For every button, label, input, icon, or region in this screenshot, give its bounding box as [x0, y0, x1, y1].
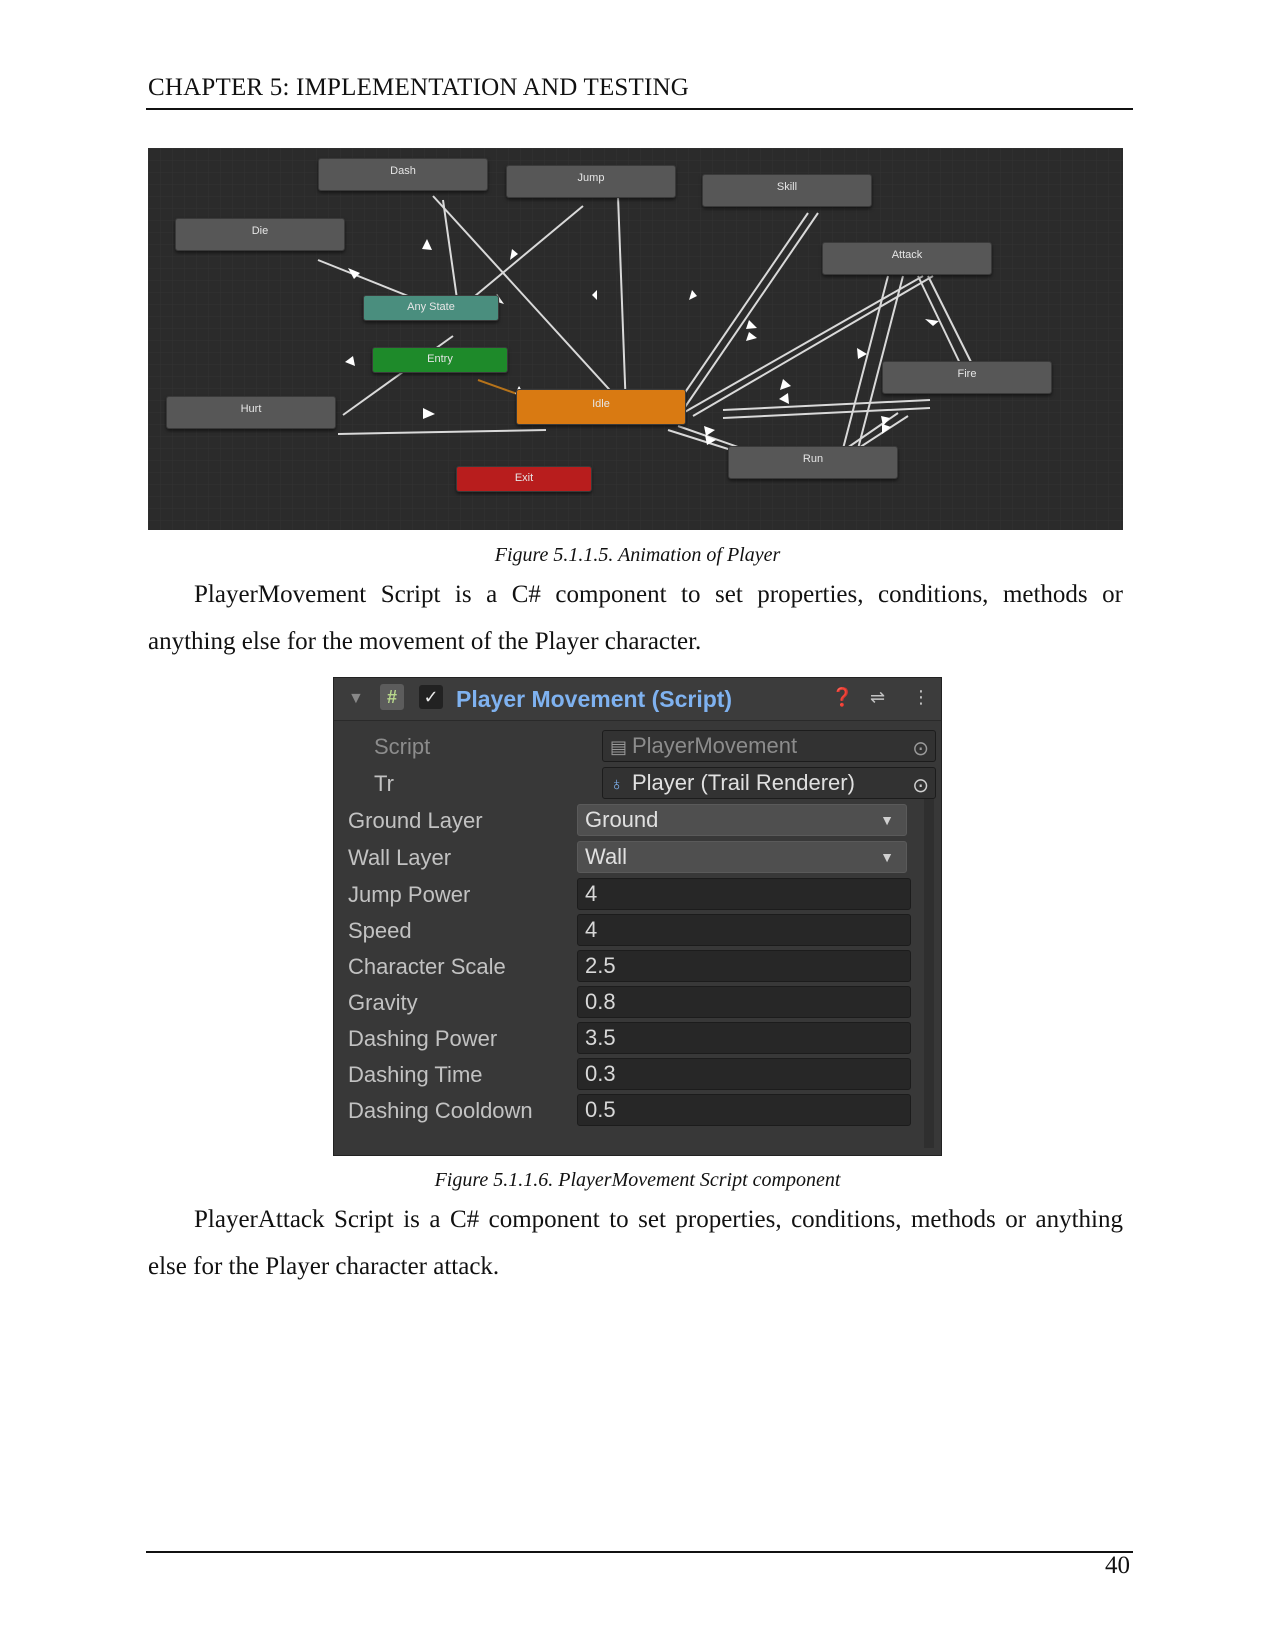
component-header: [334, 678, 941, 721]
animator-graph: [148, 148, 1123, 530]
dashing-cooldown-input[interactable]: 0.5: [577, 1094, 911, 1126]
checkbox-icon[interactable]: ✓: [419, 685, 443, 709]
chevron-down-icon: ▼: [880, 849, 894, 865]
tr-value: Player (Trail Renderer): [632, 770, 855, 795]
wall-layer-value: Wall: [585, 844, 627, 869]
field-label-dashing-cooldown: Dashing Cooldown: [348, 1098, 533, 1123]
chevron-down-icon: ▼: [880, 812, 894, 828]
help-icon[interactable]: ❓: [831, 687, 854, 707]
state-dash[interactable]: Dash: [318, 158, 488, 191]
field-label-dashing-power: Dashing Power: [348, 1026, 498, 1051]
field-label-gravity: Gravity: [348, 990, 418, 1015]
script-field: [602, 730, 936, 762]
ground-layer-value: Ground: [585, 807, 659, 832]
paragraph-text: PlayerMovement Script is a C# component to set properties, conditions, methods or anything else for the movement of the Player character.: [148, 581, 1123, 655]
state-die[interactable]: Die: [175, 218, 345, 251]
paragraph-player-attack: [148, 1196, 1123, 1290]
transition-lines: [148, 148, 1123, 530]
foldout-arrow-icon[interactable]: ▼: [348, 690, 364, 707]
field-label-character-scale: Character Scale: [348, 954, 506, 979]
object-picker-icon: ⊙: [912, 738, 929, 760]
paragraph-player-movement: [148, 571, 1123, 665]
state-hurt[interactable]: Hurt: [166, 396, 336, 429]
dashing-power-input[interactable]: 3.5: [577, 1022, 911, 1054]
dashing-time-input[interactable]: 0.3: [577, 1058, 911, 1090]
kebab-menu-icon[interactable]: ⋮: [912, 687, 930, 707]
state-idle[interactable]: Idle: [516, 389, 686, 425]
speed-input[interactable]: 4: [577, 914, 911, 946]
trail-renderer-icon: ♁: [610, 774, 624, 794]
script-file-icon: ▤: [610, 737, 628, 757]
state-attack[interactable]: Attack: [822, 242, 992, 275]
scrollbar[interactable]: [924, 768, 934, 1148]
presets-icon[interactable]: ⇌: [870, 687, 886, 707]
field-label-jump-power: Jump Power: [348, 882, 471, 907]
field-label-wall-layer: Wall Layer: [348, 845, 452, 870]
inspector-panel: [333, 677, 942, 1156]
character-scale-input[interactable]: 2.5: [577, 950, 911, 982]
state-exit[interactable]: Exit: [456, 466, 592, 492]
state-jump[interactable]: Jump: [506, 165, 676, 198]
script-value: PlayerMovement: [632, 733, 798, 758]
state-run[interactable]: Run: [728, 446, 898, 479]
field-label-dashing-time: Dashing Time: [348, 1062, 483, 1087]
jump-power-input[interactable]: 4: [577, 878, 911, 910]
paragraph-text: PlayerAttack Script is a C# component to set properties, conditions, methods or anything else for the Player character attack.: [148, 1206, 1123, 1280]
object-picker-icon[interactable]: ⊙: [912, 775, 929, 797]
figure-caption-animation: Figure 5.1.1.5. Animation of Player: [494, 544, 781, 566]
field-label-speed: Speed: [348, 918, 412, 943]
state-entry[interactable]: Entry: [372, 347, 508, 373]
page-number: 40: [1105, 1552, 1130, 1579]
state-skill[interactable]: Skill: [702, 174, 872, 207]
chapter-header: CHAPTER 5: IMPLEMENTATION AND TESTING: [148, 74, 690, 101]
state-fire[interactable]: Fire: [882, 361, 1052, 394]
csharp-script-icon: #: [380, 684, 404, 710]
figure-caption-inspector: Figure 5.1.1.6. PlayerMovement Script component: [434, 1169, 841, 1191]
tr-field[interactable]: [602, 767, 936, 799]
footer-divider: [146, 1551, 1133, 1553]
field-label-tr: Tr: [374, 771, 394, 796]
ground-layer-dropdown[interactable]: [577, 804, 907, 836]
component-title: Player Movement (Script): [456, 686, 733, 712]
field-label-script: Script: [374, 734, 431, 759]
header-divider: [146, 108, 1133, 110]
field-label-ground-layer: Ground Layer: [348, 808, 483, 833]
gravity-input[interactable]: 0.8: [577, 986, 911, 1018]
wall-layer-dropdown[interactable]: [577, 841, 907, 873]
state-any-state[interactable]: Any State: [363, 295, 499, 321]
